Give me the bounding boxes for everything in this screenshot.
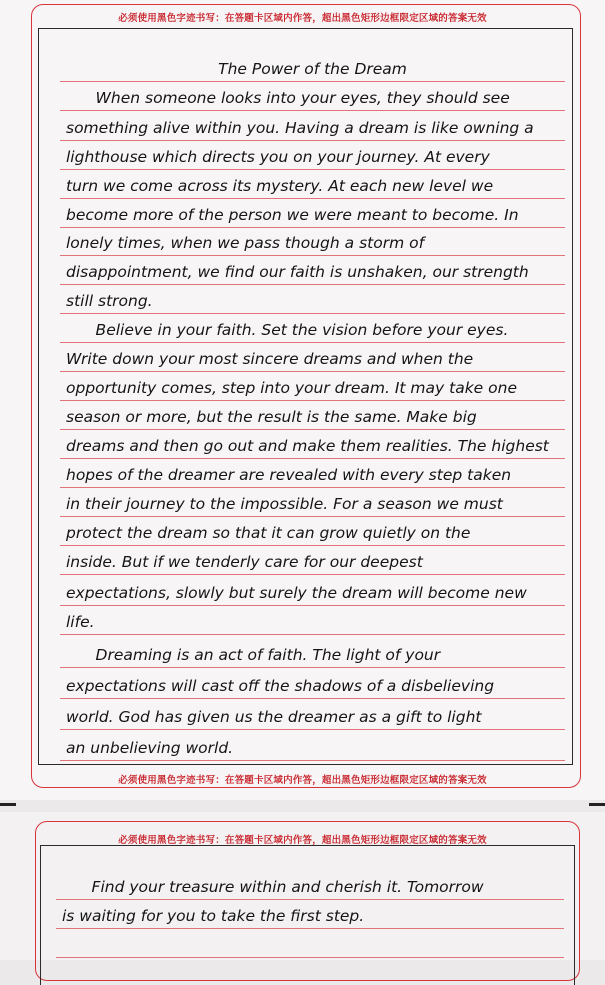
essay-line: expectations, slowly but surely the dream will become new xyxy=(60,580,565,606)
page-edge-mark xyxy=(0,803,16,806)
essay-line: expectations will cast off the shadows of a disbelieving xyxy=(60,673,565,699)
essay-line: opportunity comes, step into your dream. It may take one xyxy=(60,375,565,401)
essay-line: disappointment, we find our faith is unshaken, our strength xyxy=(60,259,565,285)
essay-line: Believe in your faith. Set the vision before your eyes. xyxy=(60,317,565,343)
page-edge-mark xyxy=(589,803,605,806)
essay-line: become more of the person we were meant to become. In xyxy=(60,202,565,228)
ink-notice-bottom: 必须使用黑色字迹书写：在答题卡区域内作答，超出黑色矩形边框限定区域的答案无效 xyxy=(118,775,487,786)
essay-line: hopes of the dreamer are revealed with every step taken xyxy=(60,462,565,488)
answer-sheet-page-2 xyxy=(0,812,605,960)
essay-line: inside. But if we tenderly care for our deepest xyxy=(60,549,565,575)
essay-line: When someone looks into your eyes, they should see xyxy=(60,85,565,111)
essay-line: dreams and then go out and make them realities. The highest xyxy=(60,433,565,459)
essay-line: lighthouse which directs you on your journey. At every xyxy=(60,144,565,170)
essay-line: life. xyxy=(60,609,565,635)
essay-line: something alive within you. Having a dream is like owning a xyxy=(60,115,565,141)
ink-notice-top: 必须使用黑色字迹书写：在答题卡区域内作答，超出黑色矩形边框限定区域的答案无效 xyxy=(118,13,487,24)
essay-line: is waiting for you to take the first step. xyxy=(56,903,564,929)
essay-title: The Power of the Dream xyxy=(60,56,565,82)
essay-line: Dreaming is an act of faith. The light of your xyxy=(60,642,565,668)
essay-line: season or more, but the result is the same. Make big xyxy=(60,404,565,430)
essay-line: still strong. xyxy=(60,288,565,314)
essay-line: Write down your most sincere dreams and when the xyxy=(60,346,565,372)
ink-notice-top: 必须使用黑色字迹书写：在答题卡区域内作答，超出黑色矩形边框限定区域的答案无效 xyxy=(118,835,487,846)
essay-line: an unbelieving world. xyxy=(60,735,565,761)
essay-line: Find your treasure within and cherish it. Tomorrow xyxy=(56,874,564,900)
essay-line: protect the dream so that it can grow quietly on the xyxy=(60,520,565,546)
essay-line: world. God has given us the dreamer as a gift to light xyxy=(60,704,565,730)
essay-line: in their journey to the impossible. For a season we must xyxy=(60,491,565,517)
essay-line: lonely times, when we pass though a storm of xyxy=(60,230,565,256)
essay-line-blank xyxy=(56,932,564,958)
essay-line: turn we come across its mystery. At each new level we xyxy=(60,173,565,199)
